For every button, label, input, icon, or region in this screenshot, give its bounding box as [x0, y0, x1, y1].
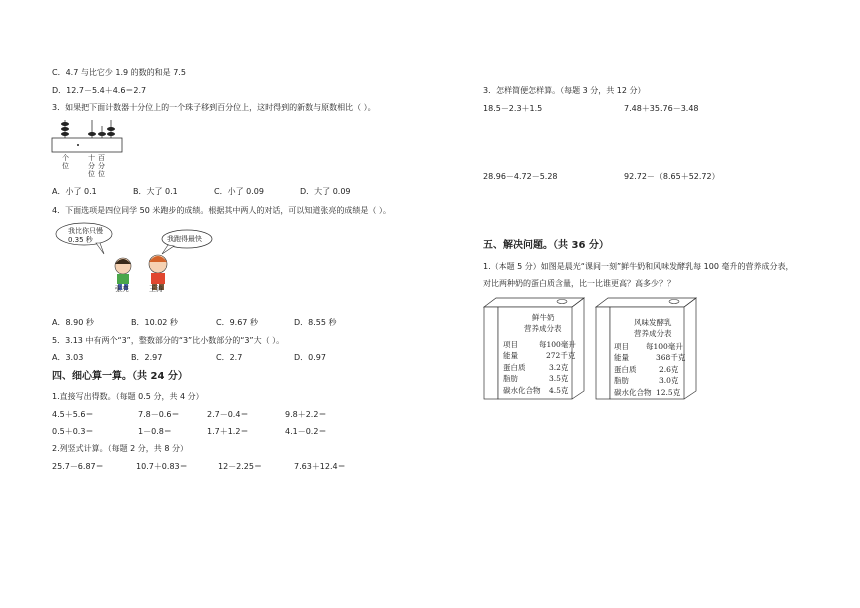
vertical-calc-title: 2.列竖式计算。（每题 2 分，共 8 分） — [52, 444, 188, 453]
q4-option-b: B．10.02 秒 — [131, 318, 178, 327]
milk-row-value: 3.2克 — [549, 363, 569, 372]
yogurt-row-label: 脂肪 — [614, 376, 629, 385]
simplify-4: 92.72－（8.65＋52.72） — [624, 172, 720, 181]
abacus-label-tenths: 十分位 — [88, 154, 95, 178]
q5-option-d: D．0.97 — [294, 353, 326, 362]
bubble-wang-text: 我跑得最快 — [167, 235, 202, 243]
milk-row-label: 碳水化合物 — [503, 386, 541, 395]
milk-subtitle: 营养成分表 — [524, 324, 562, 333]
milk-row-label: 蛋白质 — [503, 363, 526, 372]
q4-option-a: A．8.90 秒 — [52, 318, 94, 327]
q4-option-d: D．8.55 秒 — [294, 318, 337, 327]
problem-1-line-2: 对比两种奶的蛋白质含量，比一比谁更高？高多少？？ — [483, 279, 675, 288]
direct-calc-3: 2.7－0.4＝ — [207, 410, 249, 419]
yogurt-title: 风味发酵乳 — [634, 318, 672, 327]
yogurt-row-value: 2.6克 — [659, 365, 679, 374]
milk-row-value: 3.5克 — [549, 374, 569, 383]
q3-option-b: B．大了 0.1 — [133, 187, 178, 196]
direct-calc-4: 9.8＋2.2＝ — [285, 410, 327, 419]
vertical-calc-3: 12－2.25＝ — [218, 462, 262, 471]
direct-calc-5: 0.5＋0.3＝ — [52, 427, 94, 436]
simplify-1: 18.5－2.3＋1.5 — [483, 104, 543, 113]
yogurt-row-value: 每100毫升 — [646, 342, 683, 351]
yogurt-row-label: 碳水化合物 — [614, 388, 652, 397]
direct-calc-8: 4.1－0.2＝ — [285, 427, 327, 436]
milk-row-value: 272千克 — [546, 351, 576, 360]
section-4-title: 四、细心算一算。（共 24 分） — [52, 371, 188, 382]
direct-calc-6: 1－0.8＝ — [138, 427, 172, 436]
milk-row-value: 每100毫升 — [539, 340, 576, 349]
bubble-zhang-text: 我比你只慢0.35 秒 — [68, 227, 103, 244]
problem-1-line-1: 1.（本题 5 分）如图是晨光“课间一刻”鲜牛奶和风味发酵乳每 100 毫升的营养成分表， — [483, 262, 794, 271]
milk-title: 鲜牛奶 — [532, 313, 555, 322]
yogurt-row-value: 3.0克 — [659, 376, 679, 385]
option-c-line: C．4.7 与比它少 1.9 的数的和是 7.5 — [52, 68, 186, 77]
option-d-line: D．12.7－5.4＋4.6＝2.7 — [52, 86, 147, 95]
yogurt-row-value: 12.5克 — [656, 388, 681, 397]
section-5-title: 五、解决问题。（共 36 分） — [483, 240, 609, 251]
direct-calc-2: 7.8－0.6＝ — [138, 410, 180, 419]
name-wang: 王涛 — [149, 285, 163, 293]
yogurt-subtitle: 营养成分表 — [634, 329, 672, 338]
question-5: 5．3.13 中有两个“3”，整数部分的“3”比小数部分的“3”大（ ）。 — [52, 336, 285, 345]
q5-option-b: B．2.97 — [131, 353, 163, 362]
direct-calc-7: 1.7＋1.2＝ — [207, 427, 249, 436]
q4-option-c: C．9.67 秒 — [216, 318, 258, 327]
question-3: 3．如果把下面计数器十分位上的一个珠子移到百分位上，这时得到的新数与原数相比（ ）。 — [52, 103, 376, 112]
yogurt-row-label: 蛋白质 — [614, 365, 637, 374]
simplify-2: 7.48＋35.76－3.48 — [624, 104, 699, 113]
abacus-label-hundredths: 百分位 — [98, 154, 105, 178]
milk-row-label: 脂肪 — [503, 374, 518, 383]
vertical-calc-1: 25.7－6.87＝ — [52, 462, 104, 471]
simplify-title: 3．怎样简便怎样算。（每题 3 分，共 12 分） — [483, 86, 646, 95]
yogurt-row-label: 项目 — [614, 342, 629, 351]
yogurt-row-label: 能量 — [614, 353, 629, 362]
q3-option-d: D．大了 0.09 — [300, 187, 351, 196]
q3-option-c: C．小了 0.09 — [214, 187, 264, 196]
direct-calc-title: 1.直接写出得数。（每题 0.5 分，共 4 分） — [52, 392, 204, 401]
direct-calc-1: 4.5＋5.6＝ — [52, 410, 94, 419]
vertical-calc-2: 10.7＋0.83＝ — [136, 462, 188, 471]
name-zhang: 张亮 — [115, 285, 129, 293]
vertical-calc-4: 7.63＋12.4＝ — [294, 462, 346, 471]
q5-option-a: A．3.03 — [52, 353, 84, 362]
question-4: 4．下面选项是四位同学 50 米跑步的成绩。根据其中两人的对话，可以知道张亮的成绩是（ ）。 — [52, 206, 391, 215]
milk-row-label: 项目 — [503, 340, 518, 349]
abacus-label-ones: 个位 — [62, 154, 69, 170]
q3-option-a: A．小了 0.1 — [52, 187, 97, 196]
simplify-3: 28.96－4.72－5.28 — [483, 172, 558, 181]
milk-row-label: 能量 — [503, 351, 518, 360]
milk-row-value: 4.5克 — [549, 386, 569, 395]
q5-option-c: C．2.7 — [216, 353, 243, 362]
yogurt-row-value: 368千克 — [656, 353, 686, 362]
